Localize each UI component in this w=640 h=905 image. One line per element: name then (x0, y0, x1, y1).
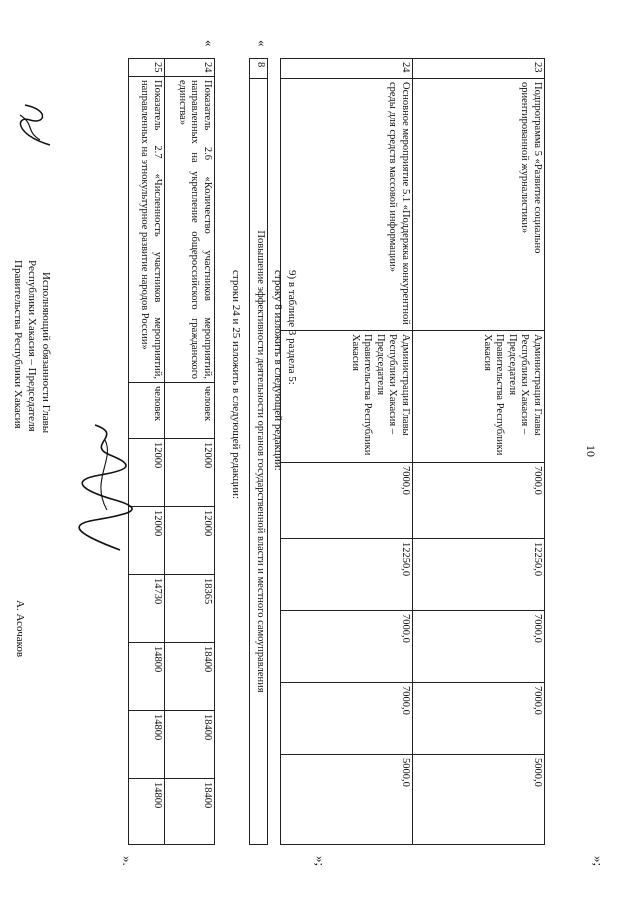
row-value: 18400 (165, 779, 215, 845)
row-unit: человек (165, 383, 215, 439)
row-text: Повышение эффективности деятельности органов государственной власти и местного самоуправления (250, 79, 268, 845)
row-value: 12000 (129, 439, 165, 507)
row-number: 24 (165, 59, 215, 77)
row-value: 12000 (165, 439, 215, 507)
row-number: 23 (413, 59, 545, 79)
row-value: 18400 (165, 643, 215, 711)
signatory-name: А. Асочаков (14, 600, 26, 658)
row-number: 24 (281, 59, 413, 79)
row-value: 18365 (165, 575, 215, 643)
opening-quote: « (202, 40, 217, 47)
table-row (165, 59, 215, 845)
row-name: Основное мероприятие 5.1 «Поддержка конкурентной среды для средств массовой информации» (281, 79, 413, 331)
signatory-title-line2: Республики Хакасия – Председателя (26, 260, 38, 432)
row-name: Показатель 2.6 «Количество участников мероприятий, направленных на укрепление общероссийского гражданского единства» (165, 77, 215, 383)
row-value: 18400 (165, 711, 215, 779)
item-9-line2: строку 8 изложить в следующей редакции: (272, 270, 284, 471)
item-9-line1: 9) в таблице 3 раздела 5: (286, 270, 298, 385)
signatory-title-line3: Правительства Республики Хакасия (12, 260, 24, 429)
row-unit: человек (129, 383, 165, 439)
rows-intro: строки 24 и 25 изложить в следующей редакции: (230, 270, 242, 500)
row-value: 12250,0 (281, 539, 413, 611)
row-value: 12000 (165, 507, 215, 575)
opening-quote: « (255, 40, 270, 47)
row-value: 7000,0 (413, 463, 545, 539)
table-row (250, 59, 268, 845)
indicator-table (128, 58, 215, 845)
row-value: 12000 (129, 507, 165, 575)
row-executor: Администрация Главы Республики Хакасия – Председателя Правительства Республики Хакасия (413, 331, 545, 463)
signatory-title-line1: Исполняющий обязанности Главы (40, 272, 52, 434)
subprogram-table (280, 58, 545, 845)
row-value: 7000,0 (281, 683, 413, 755)
handwritten-signature (75, 420, 135, 560)
page-number: 10 (584, 445, 598, 457)
row-value: 12250,0 (413, 539, 545, 611)
row-value: 5000,0 (413, 755, 545, 845)
row-value: 14800 (129, 711, 165, 779)
row-number: 8 (250, 59, 268, 79)
handwritten-initials (10, 100, 60, 150)
closing-quote: »; (591, 856, 606, 867)
row-value: 7000,0 (281, 463, 413, 539)
row-executor: Администрация Главы Республики Хакасия – Председателя Правительства Республики Хакасия (281, 331, 413, 463)
row-value: 14730 (129, 575, 165, 643)
closing-quote: »; (313, 856, 328, 867)
row-value: 14800 (129, 643, 165, 711)
closing-quote: ». (120, 856, 135, 866)
row-name: Показатель 2.7 «Численность участников мероприятий, направленных на этнокультурное развитие народов России» (129, 77, 165, 383)
row-value: 5000,0 (281, 755, 413, 845)
table-row (281, 59, 413, 845)
row-value: 7000,0 (413, 683, 545, 755)
row-value: 14800 (129, 779, 165, 845)
row-value: 7000,0 (281, 611, 413, 683)
row-8-table (249, 58, 268, 845)
row-number: 25 (129, 59, 165, 77)
row-value: 7000,0 (413, 611, 545, 683)
row-name: Подпрограмма 5 «Развитие социально ориентированной журналистики» (413, 79, 545, 331)
table-row (413, 59, 545, 845)
